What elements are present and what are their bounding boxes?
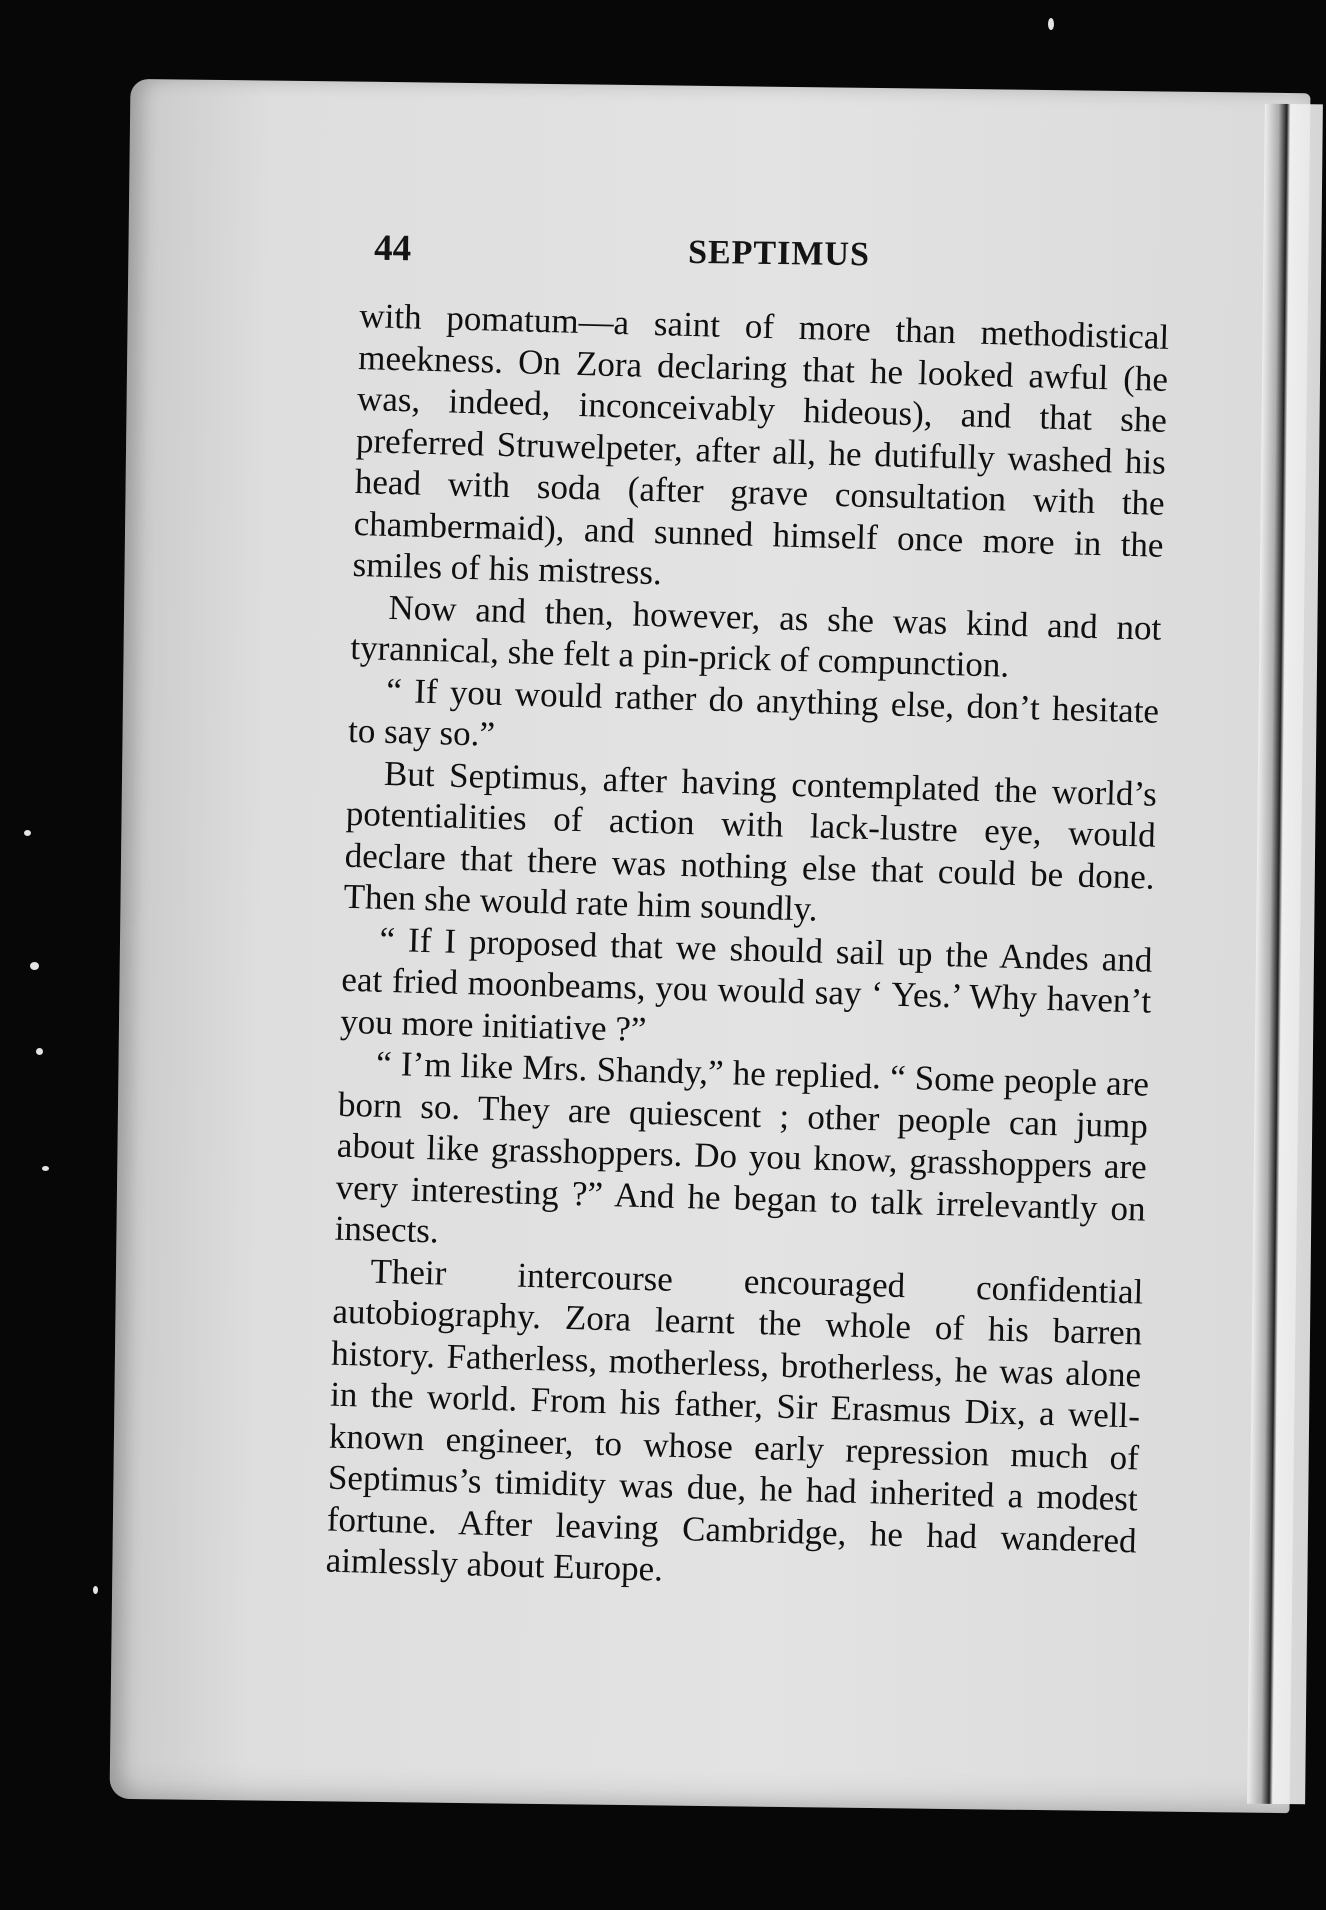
dust-speck (30, 962, 39, 970)
page-header (374, 227, 875, 290)
paragraph-2: Now and then, however, as she was kind and not tyrannical, she felt a pin-prick of compunction. (349, 587, 1162, 685)
paragraph-5: “ If I proposed that we should sail up the Andes and eat fried moonbeams, you would say ‘ Yes.’ Why haven’t you more initiative ?” (339, 919, 1153, 1049)
page-number: 44 (373, 227, 412, 270)
paragraph-1: with pomatum—a saint of more than methodistical meekness. On Zora declaring that he looked awful (he was, indeed, inconceivably hideous), and that she preferred Struwelpeter, after all, he dutifully washed his head with soda (after grave consultation with the chambermaid), and sunned himself once more in the smiles of his mistress. (352, 295, 1170, 593)
paragraph-4: But Septimus, after having contemplated the world’s potentialities of action with lack-lustre eye, would declare that there was nothing else that could be done. Then she would rate him soundly. (343, 753, 1158, 929)
dust-speck (24, 830, 31, 836)
dust-speck (42, 1166, 49, 1171)
dust-speck (93, 1586, 98, 1594)
dust-speck (1048, 18, 1054, 30)
paragraph-3: “ If you would rather do anything else, don’t hesitate to say so.” (347, 670, 1160, 754)
paragraph-7: Their intercourse encouraged confidential autobiography. Zora learnt the whole of his barren history. Fatherless, motherless, brotherless, he was alone in the world. From his father, Sir Erasmus Dix, a well-known engineer, to whose early repression much of Septimus’s timidity was due, he had inherited a modest fortune. After leaving Cambridge, he had wandered aimlessly about Europe. (325, 1251, 1144, 1589)
dust-speck (36, 1048, 43, 1055)
running-title: SEPTIMUS (687, 233, 871, 274)
page-body-text (325, 295, 1170, 1603)
paragraph-6: “ I’m like Mrs. Shandy,” he replied. “ Some people are born so. They are quiescent ; other people can jump about like grasshoppers. Do you know, grasshoppers are very interesting ?” And he began to talk irrelevantly on insects. (334, 1043, 1150, 1251)
